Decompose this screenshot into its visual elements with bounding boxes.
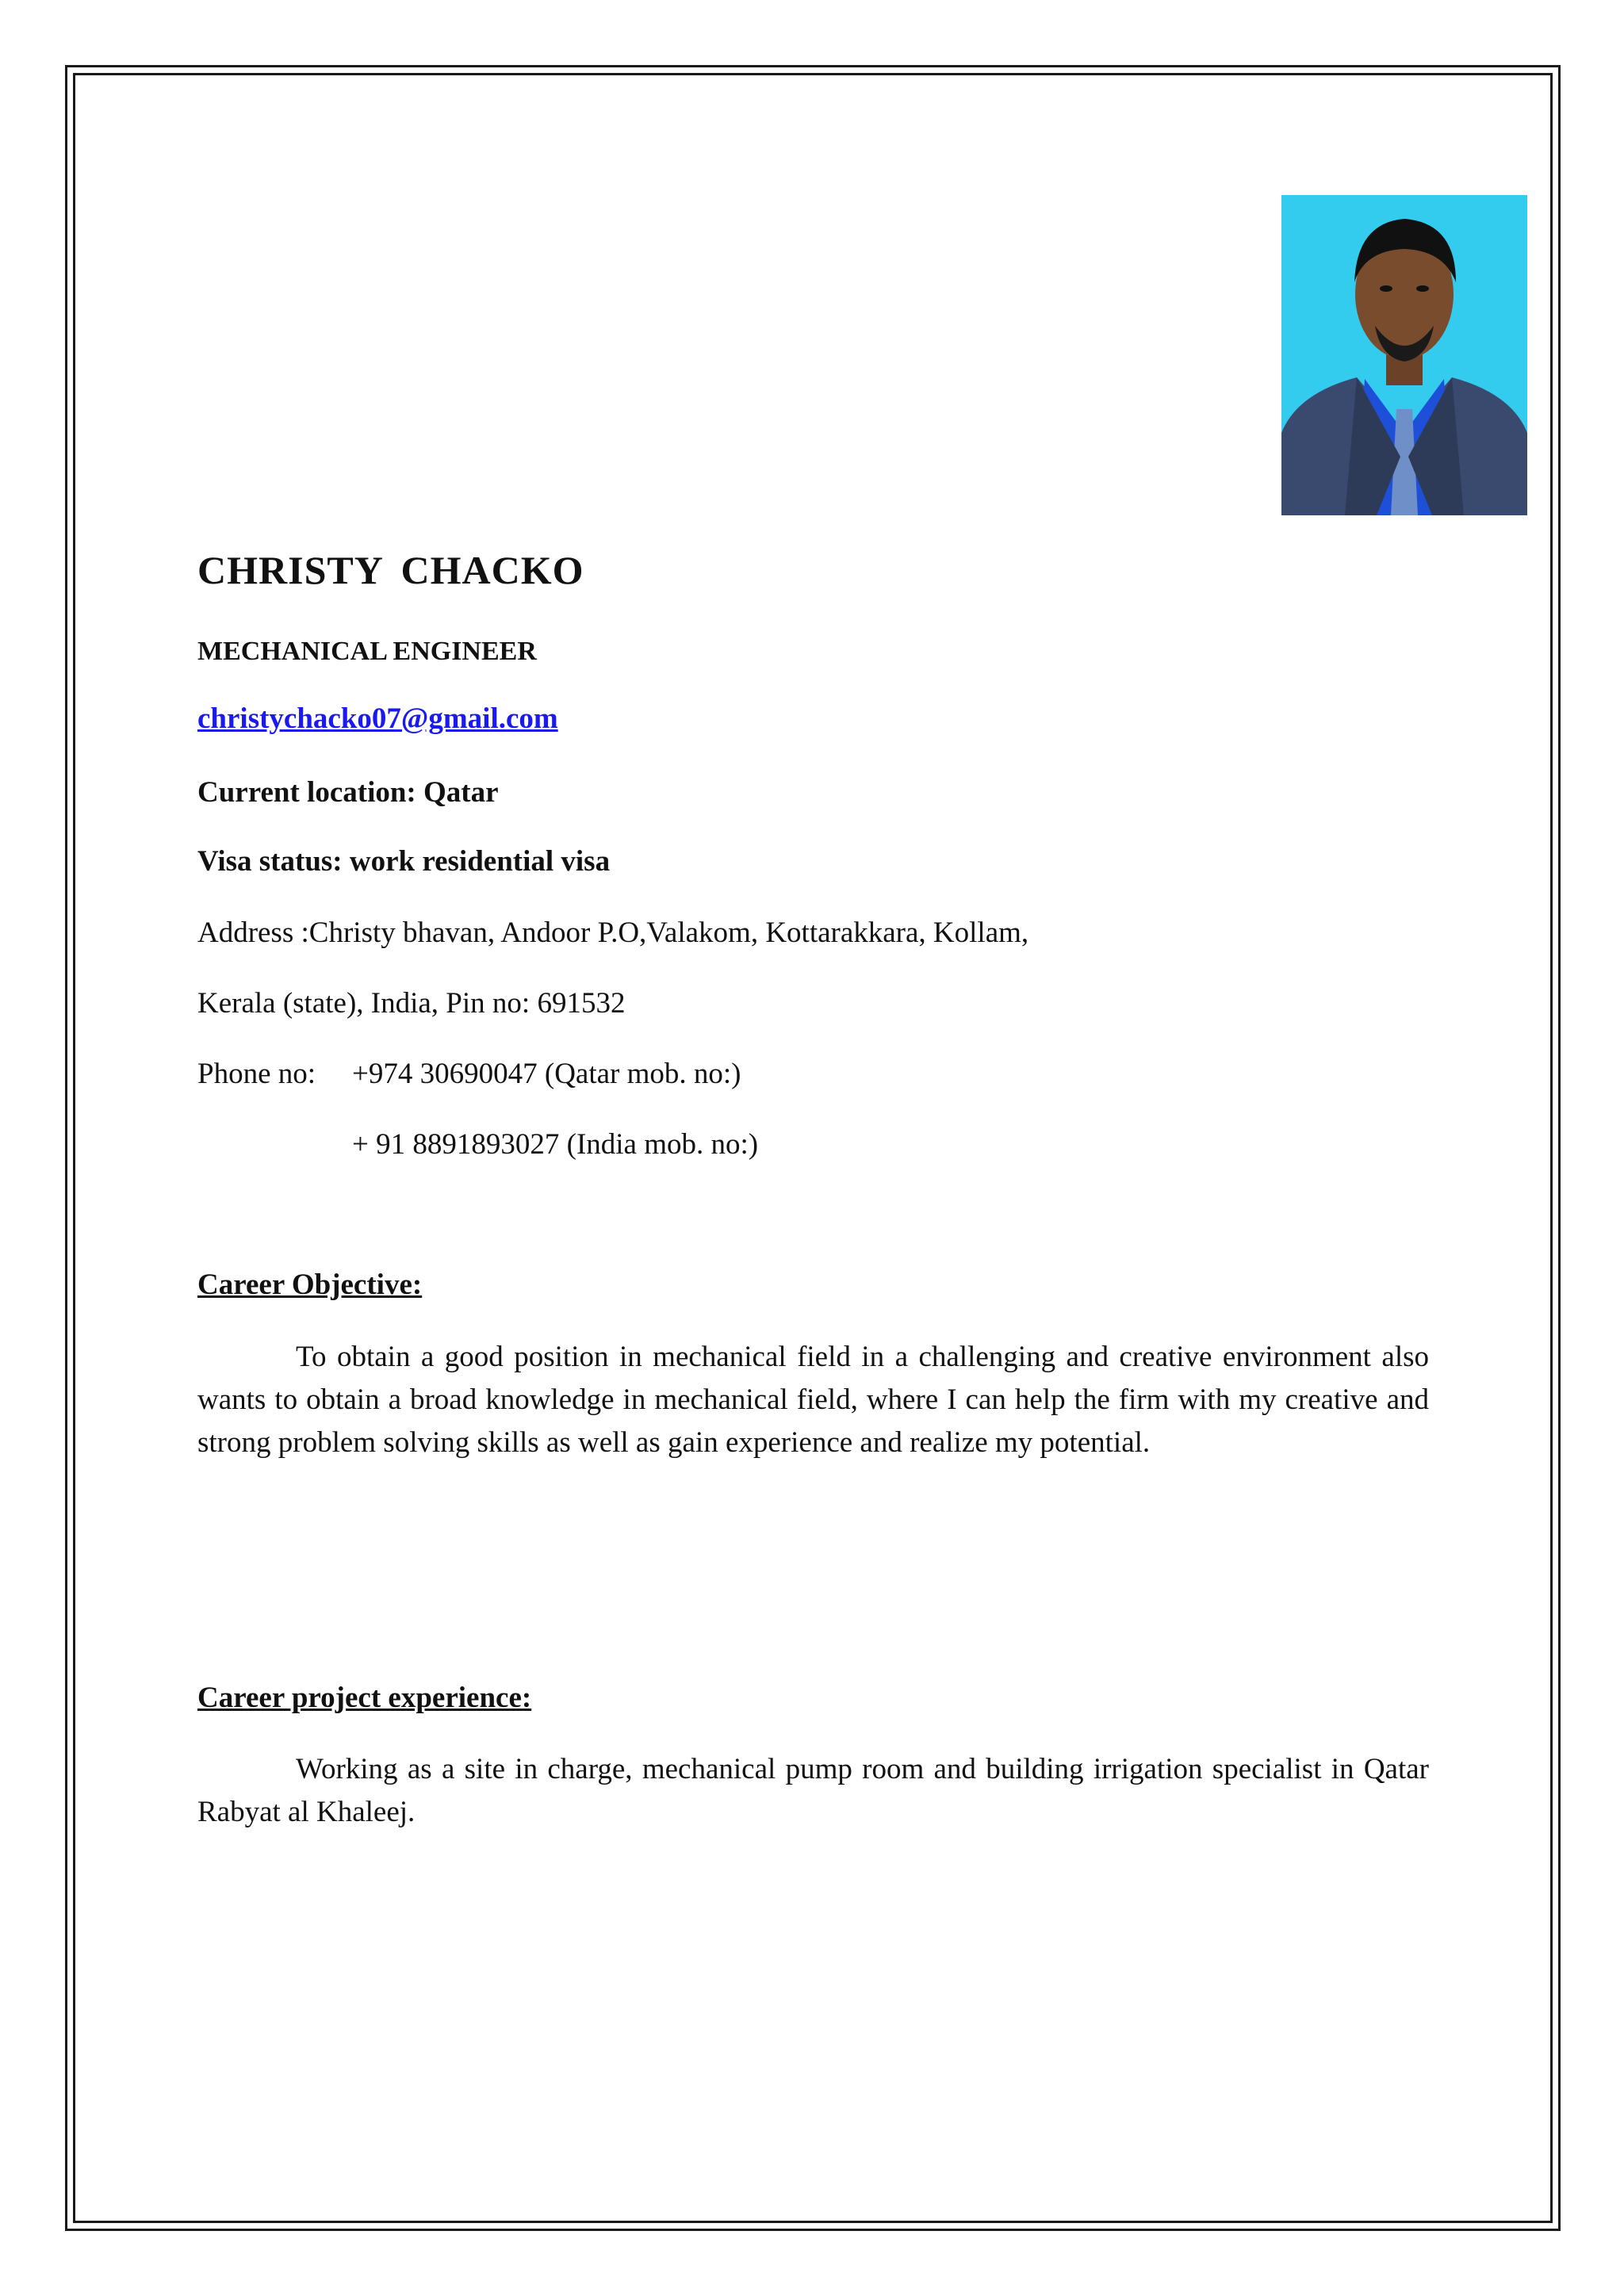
career-objective-text: To obtain a good position in mechanical field in a challenging and creative environment also wants to obtain a broad knowledge in mechanical field, where I can help the firm with my creative and strong problem solving skills as well as gain experience and realize my potential.	[197, 1341, 1429, 1459]
job-title: MECHANICAL ENGINEER	[197, 637, 537, 666]
career-project-heading: Career project experience:	[197, 1682, 532, 1714]
phone-qatar: +974 30690047 (Qatar mob. no:)	[352, 1058, 741, 1090]
address-line-2: Kerala (state), India, Pin no: 691532	[197, 987, 626, 1020]
address-line-1: Address :Christy bhavan, Andoor P.O,Valakom, Kottarakkara, Kollam,	[197, 916, 1029, 949]
visa-status: Visa status: work residential visa	[197, 845, 611, 878]
email-link[interactable]: christychacko07@gmail.com	[197, 702, 558, 735]
phone-india: + 91 8891893027 (India mob. no:)	[352, 1128, 759, 1161]
career-project-text: Working as a site in charge, mechanical pump room and building irrigation specialist in Qatar Rabyat al Khaleej.	[197, 1753, 1429, 1828]
career-objective-heading: Career Objective:	[197, 1269, 423, 1301]
phone-label: Phone no:	[197, 1058, 316, 1090]
current-location: Current location: Qatar	[197, 776, 499, 809]
candidate-name: CHRISTY CHACKO	[197, 548, 584, 592]
profile-photo	[1281, 195, 1527, 515]
